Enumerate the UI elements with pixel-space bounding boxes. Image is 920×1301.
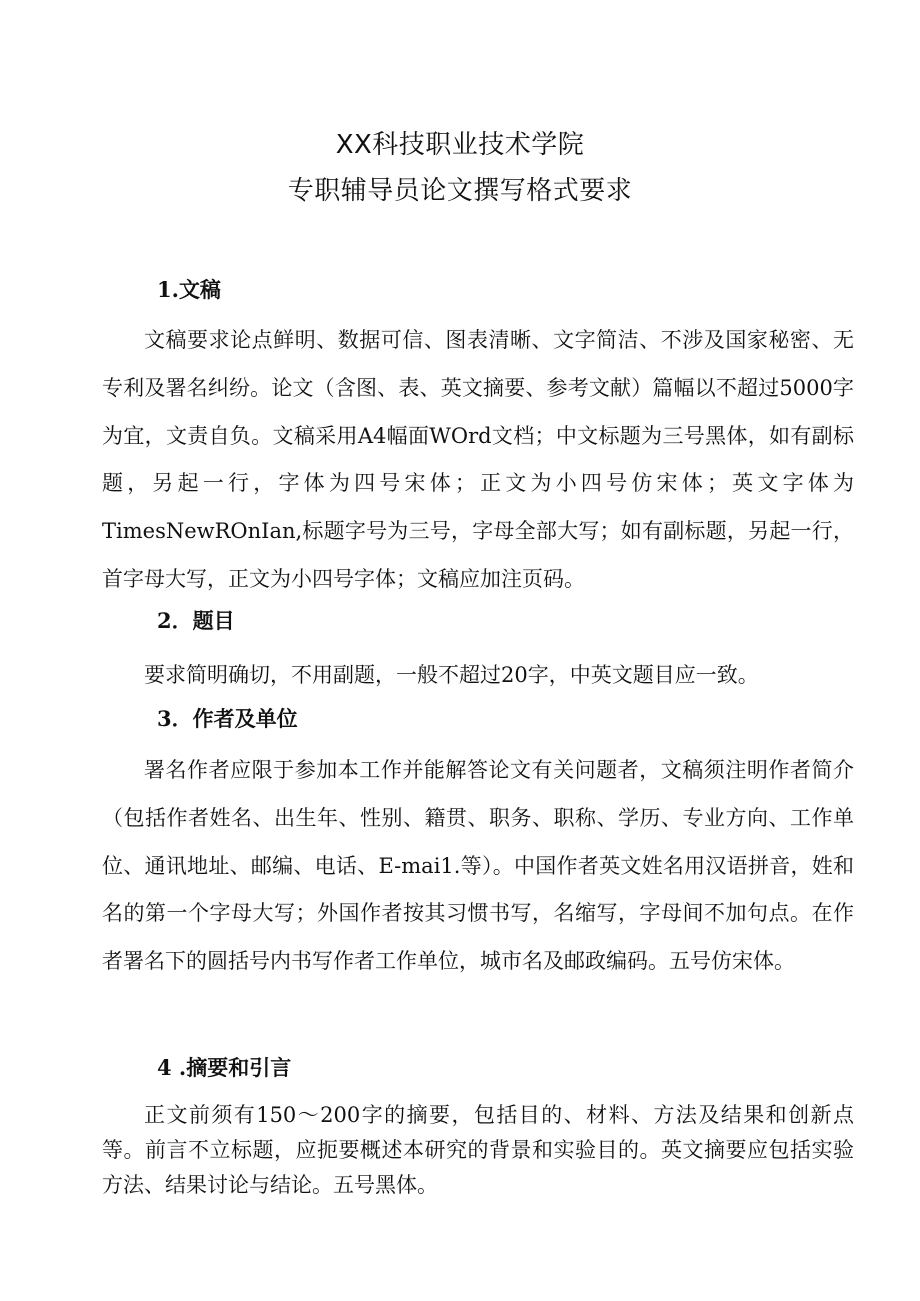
section-heading-title: 2．题目 xyxy=(157,608,235,633)
section-body-title: 要求简明确切，不用副题，一般不超过20字，中英文题目应一致。 xyxy=(144,663,759,687)
section-body-author: 署名作者应限于参加本工作并能解答论文有关问题者，文稿须注明作者简介（包括作者姓名、出生年、性别、籍贯、职务、职称、学历、专业方向、工作单位、通讯地址、邮编、电话、E-mai1.等）。中国作者英文姓名用汉语拼音，姓和名的第一个字母大写；外国作者按其习惯书写，名缩写，字母间不加句点。在作者署名下的圆括号内书写作者工作单位，城市名及邮政编码。五号仿宋体。 xyxy=(102,758,854,974)
section-heading-abstract: 4 .摘要和引言 xyxy=(157,1055,292,1080)
section-heading-manuscript: 1.文稿 xyxy=(157,277,221,302)
section-heading-author: 3．作者及单位 xyxy=(157,706,298,731)
document-title-institution: XX科技职业技术学院 xyxy=(335,130,585,160)
section-body-abstract: 正文前须有150～200字的摘要，包括目的、材料、方法及结果和创新点等。前言不立标题，应扼要概述本研究的背景和实验目的。英文摘要应包括实验方法、结果讨论与结论。五号黑体。 xyxy=(102,1103,854,1197)
section-body-manuscript: 文稿要求论点鲜明、数据可信、图表清晰、文字简洁、不涉及国家秘密、无专利及署名纠纷。论文（含图、表、英文摘要、参考文献）篇幅以不超过5000字为宜，文责自负。文稿采用A4幅面WOrd文档；中文标题为三号黑体，如有副标题，另起一行，字体为四号宋体；正文为小四号仿宋体；英文字体为TimesNewROnIan,标题字号为三号，字母全部大写；如有副标题，另起一行，首字母大写，正文为小四号字体；文稿应加注页码。 xyxy=(102,328,854,591)
document-title-subject: 专职辅导员论文撰写格式要求 xyxy=(287,176,633,206)
